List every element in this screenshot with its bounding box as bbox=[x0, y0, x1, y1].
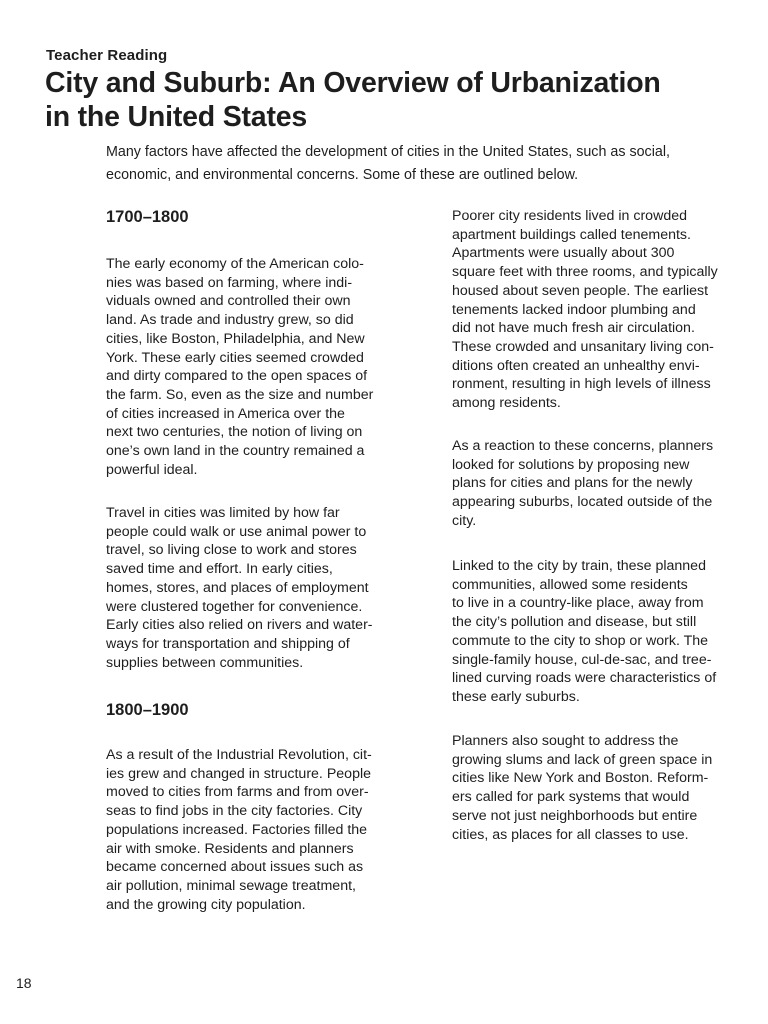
paragraph-planned-communities: Linked to the city by train, these planned communities, allowed some residents to live in a country-like place, away from the city’s pollution and disease, but still commute to the city to shop or work. The single-family house, cul-de-sac, and tree- lined curving roads were characteristics of these early suburbs. bbox=[452, 558, 717, 705]
paragraph-park-systems: Planners also sought to address the growing slums and lack of green space in cities like New York and Boston. Reform- ers called for park systems that would serve not just neighborhoods but entire cities, as places for all classes to use. bbox=[452, 733, 713, 843]
paragraph-industrial-revolution: As a result of the Industrial Revolution, cit- ies grew and changed in structure. People moved to cities from farms and from over- seas to find jobs in the city factories. City populations increased. Factories filled the air with smoke. Residents and planners became concerned about issues such as air pollution, minimal sewage treatment, and the growing city population. bbox=[106, 747, 372, 913]
page-title: City and Suburb: An Overview of Urbanization in the United States bbox=[45, 67, 661, 133]
intro-paragraph: Many factors have affected the development of cities in the United States, such as social, economic, and environmental concerns. Some of these are outlined below. bbox=[106, 144, 670, 183]
section-heading-1700-1800: 1700–1800 bbox=[106, 208, 189, 226]
paragraph-planners-reaction: As a reaction to these concerns, planners looked for solutions by proposing new plans for cities and plans for the newly appearing suburbs, located outside of the city. bbox=[452, 438, 714, 529]
paragraph-travel-in-cities: Travel in cities was limited by how far people could walk or use animal power to travel, so living close to work and stores saved time and effort. In early cities, homes, stores, and places of employment were clustered together for convenience. Early cities also relied on rivers and water- ways for transportation and shipping of supplies between communities. bbox=[106, 505, 373, 671]
section-label: Teacher Reading bbox=[46, 47, 168, 64]
section-heading-1800-1900: 1800–1900 bbox=[106, 701, 189, 719]
paragraph-early-economy: The early economy of the American colo- nies was based on farming, where indi- viduals owned and controlled their own land. As trade and industry grew, so did cities, like Boston, Philadelphia, and New York. These early cities seemed crowded and dirty compared to the open spaces of the farm. So, even as the size and number of cities increased in America over the next two centuries, the notion of living on one’s own land in the country remained a powerful ideal. bbox=[106, 256, 374, 478]
paragraph-tenements: Poorer city residents lived in crowded apartment buildings called tenements. Apartments were usually about 300 square feet with three rooms, and typically housed about seven people. The earliest tenements lacked indoor plumbing and did not have much fresh air circulation. These crowded and unsanitary living con- ditions often created an unhealthy envi- ronment, resulting in high levels of illness among residents. bbox=[452, 208, 718, 412]
page-number: 18 bbox=[16, 975, 32, 991]
